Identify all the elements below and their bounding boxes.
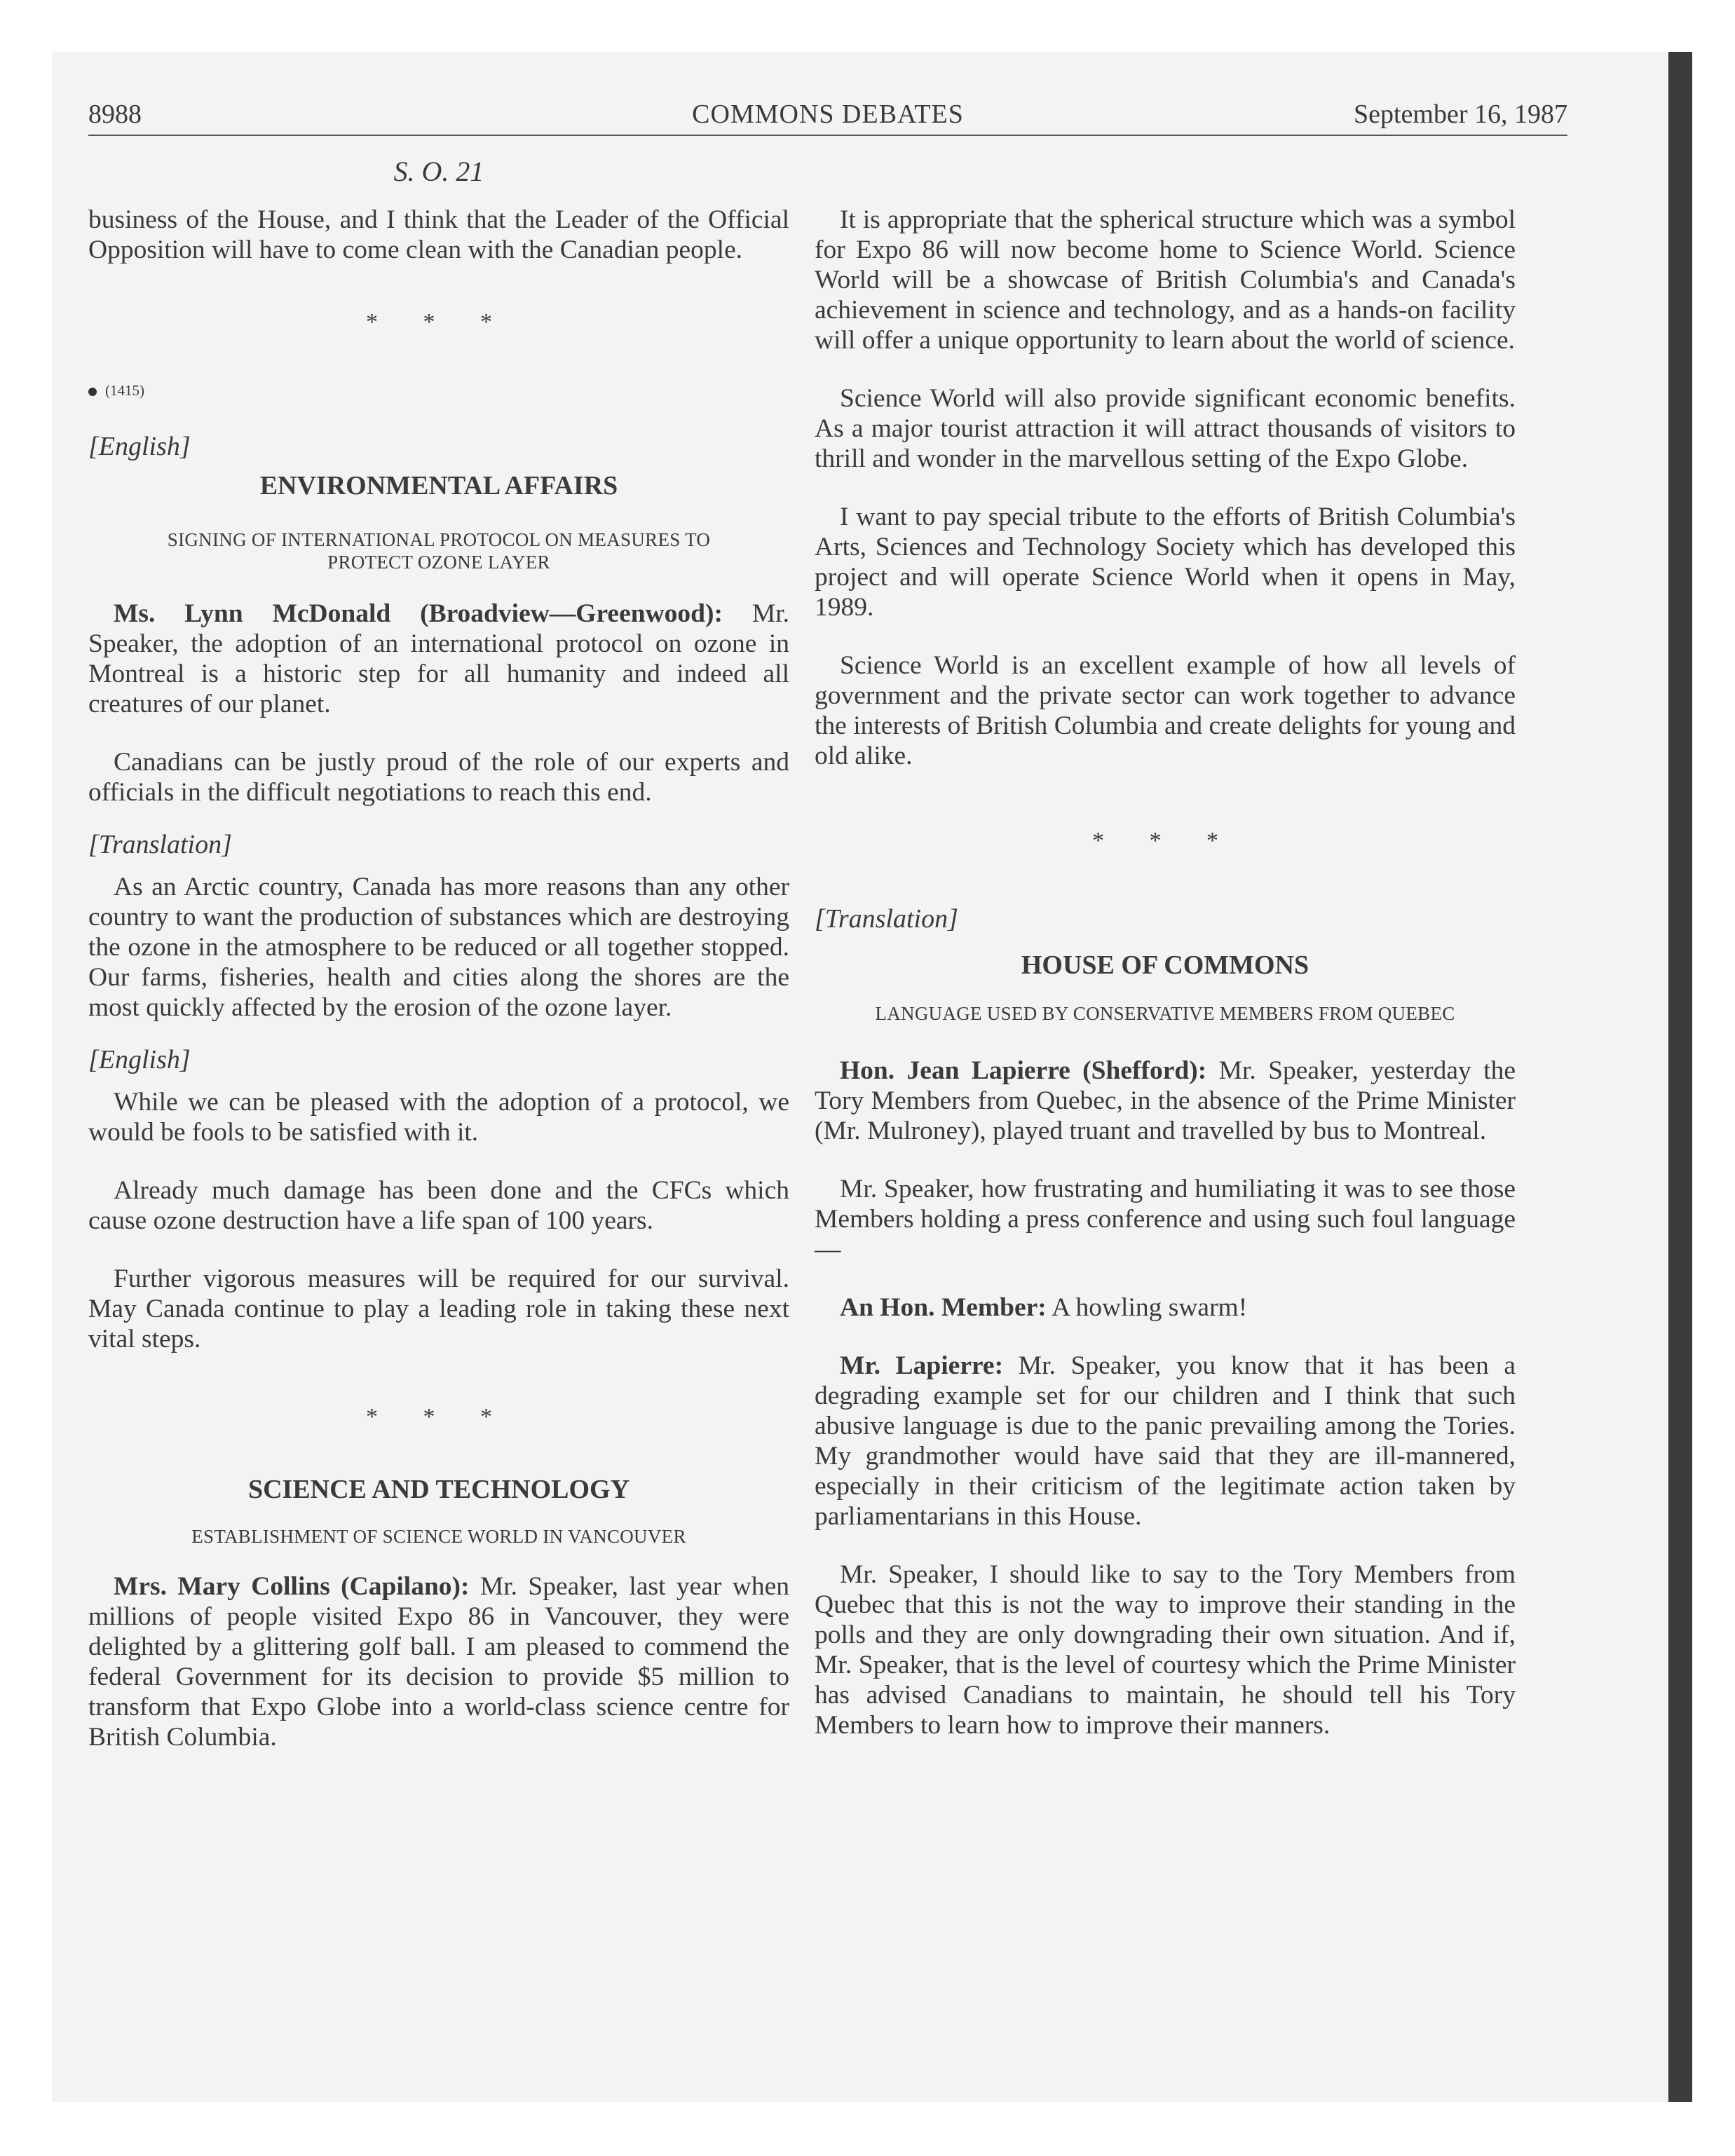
header-rule [88,135,1567,136]
publication-title: COMMONS DEBATES [692,100,964,129]
standing-order-label: S. O. 21 [393,156,484,187]
paragraph: business of the House, and I think that the Leader of the Official Opposition will have to come clean with the Canadian people. [88,205,789,264]
section-heading: HOUSE OF COMMONS [1021,950,1309,980]
section-heading: SCIENCE AND TECHNOLOGY [247,1475,630,1504]
bullet-icon [88,388,97,396]
publication-date: September 16, 1987 [1353,100,1567,129]
speaker-name: Mr. Lapierre: [840,1351,1004,1380]
speech-text: A howling swarm! [1052,1293,1248,1322]
section-separator: * * * [366,1404,512,1430]
section-subheading: LANGUAGE USED BY CONSERVATIVE MEMBERS FROM QUEBEC [875,1003,1455,1024]
page-header [88,97,1567,132]
speaker-name: Mrs. Mary Collins (Capilano): [114,1572,470,1601]
speaker-name: An Hon. Member: [840,1293,1047,1322]
language-tag: [Translation] [88,830,232,859]
paragraph: As an Arctic country, Canada has more reasons than any other country to want the production of substances which are destroying the ozone in the atmosphere to be reduced or all together stopped. Our farms, fisheries, health and cities along the shores are the most quickly affected by the erosion of the ozone layer. [88,873,789,1022]
paragraph: I want to pay special tribute to the efforts of British Columbia's Arts, Sciences and Technology Society which has developed this project and will operate Science World when it opens in May, 1989. [815,503,1516,622]
speech-text: Mr. Speaker, yesterday the Tory Members from Quebec, in the absence of the Prime Minister (Mr. Mulroney), played truant and travelled by bus to Montreal. [815,1056,1516,1145]
section-separator: * * * [366,309,512,335]
section-subheading: SIGNING OF INTERNATIONAL PROTOCOL ON MEASURES TO PROTECT OZONE LAYER [167,529,711,573]
right-column [815,205,1516,1740]
paragraph: Further vigorous measures will be required for our survival. May Canada continue to play a leading role in taking these next vital steps. [88,1264,789,1353]
section-subheading: ESTABLISHMENT OF SCIENCE WORLD IN VANCOUVER [191,1526,686,1547]
speech-text: Mr. Speaker, last year when millions of people visited Expo 86 in Vancouver, they were delighted by a glittering golf ball. I am pleased to commend the federal Government for its decision to provide $5 million to transform that Expo Globe into a world-class science centre for British Columbia. [88,1572,789,1752]
speech-paragraph [815,1056,1516,1146]
language-tag: [English] [88,1045,191,1074]
paragraph: Already much damage has been done and the CFCs which cause ozone destruction have a life span of 100 years. [88,1176,789,1235]
paragraph: Canadians can be justly proud of the role of our experts and officials in the difficult negotiations to reach this end. [88,748,789,807]
speaker-name: Hon. Jean Lapierre (Shefford): [840,1056,1207,1085]
section-separator: * * * [1092,828,1238,854]
language-tag: [English] [88,432,191,461]
paragraph: Mr. Speaker, I should like to say to the Tory Members from Quebec that this is not the way to improve their standing in the polls and they are only downgrading their own situation. And if, Mr. Speaker, that is the level of courtesy which the Prime Minister has advised Canadians to maintain, he should tell his Tory Members to learn how to improve their manners. [815,1560,1516,1740]
paragraph: Science World will also provide significant economic benefits. As a major tourist attraction it will attract thousands of visitors to thrill and wonder in the marvellous setting of the Expo Globe. [815,384,1516,473]
page-number: 8988 [88,100,142,129]
speaker-name: Ms. Lynn McDonald (Broadview—Greenwood): [114,599,723,628]
section-heading: ENVIRONMENTAL AFFAIRS [259,471,618,500]
speech-text: Mr. Speaker, you know that it has been a degrading example set for our children and I think that such abusive language is due to the panic prevailing among the Tories. My grandmother would have said that they are ill-mannered, especially in their criticism of the legitimate action taken by parliamentarians in this House. [815,1351,1516,1531]
paragraph: It is appropriate that the spherical structure which was a symbol for Expo 86 will now become home to Science World. Science World will be a showcase of British Columbia's and Canada's achievement in science and technology, and as a hands-on facility will offer a unique opportunity to learn about the world of science. [815,205,1516,355]
scan-edge-shadow [1668,52,1692,2102]
speech-paragraph [815,1292,1516,1323]
paragraph: Science World is an excellent example of how all levels of government and the private sector can work together to advance the interests of British Columbia and create delights for young and old alike. [815,651,1516,770]
paragraph: While we can be pleased with the adoption of a protocol, we would be fools to be satisfied with it. [88,1088,789,1147]
speech-paragraph [88,599,789,719]
speech-text: Mr. Speaker, the adoption of an international protocol on ozone in Montreal is a historic step for all humanity and indeed all creatures of our planet. [88,599,789,718]
time-marker [88,380,789,401]
paragraph: Mr. Speaker, how frustrating and humiliating it was to see those Members holding a press conference and using such foul language— [815,1175,1516,1264]
language-tag: [Translation] [815,904,958,934]
speech-paragraph [88,1571,789,1752]
left-column [88,205,789,1752]
speech-paragraph [815,1351,1516,1531]
time-marker-text: (1415) [105,382,144,399]
